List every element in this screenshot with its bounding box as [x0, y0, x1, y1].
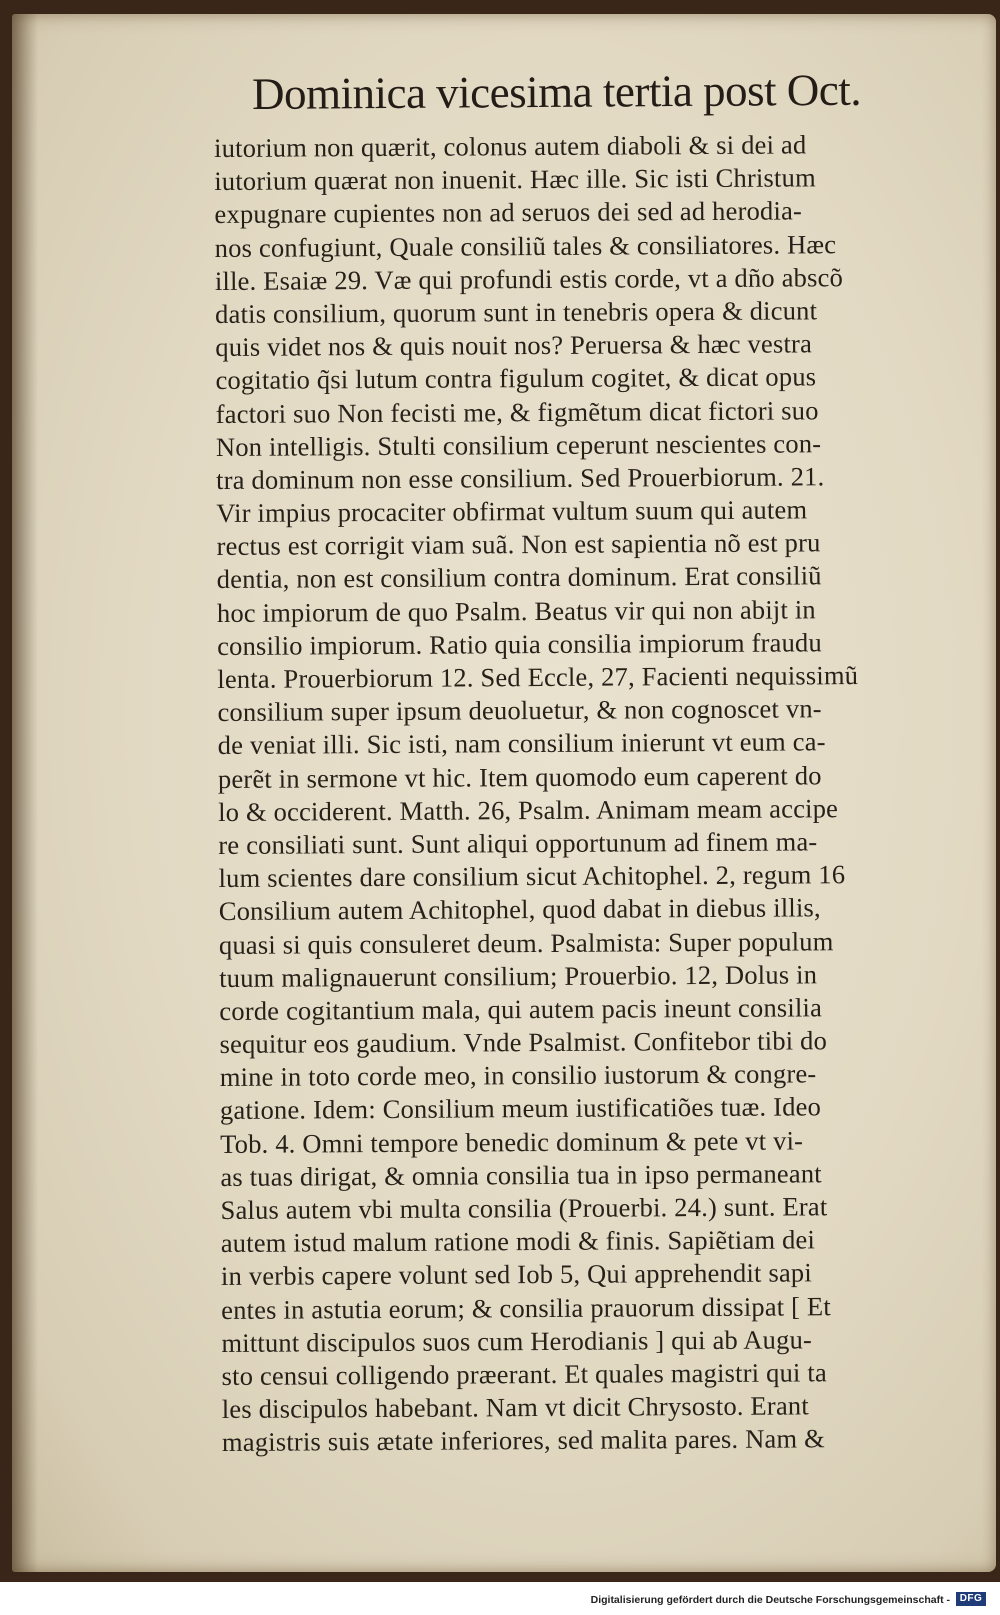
text-line: Salus autem vbi multa consilia (Prouerbi. 24.) sunt. Erat [220, 1191, 828, 1225]
text-line: ille. Esaiæ 29. Væ qui profundi estis corde, vt a dño abscõ [214, 261, 844, 296]
text-line: quis videt nos & quis nouit nos? Peruersa & hæc vestra [215, 328, 813, 363]
text-line: mittunt discipulos suos cum Herodianis ] qui ab Augu- [221, 1324, 813, 1358]
text-line: quasi si quis consuleret deum. Psalmista: Super populum [218, 925, 834, 960]
text-line: Tob. 4. Omni tempore benedic dominum & pete vt vi- [220, 1125, 804, 1159]
text-line: hoc impiorum de quo Psalm. Beatus vir qui non abijt in [216, 593, 816, 628]
text-line: nos confugiunt, Quale consiliũ tales & consiliatores. Hæc [214, 228, 837, 263]
text-line: entes in astutia eorum; & consilia prauorum dissipat [ Et [221, 1290, 832, 1325]
dfg-logo: DFG [956, 1592, 986, 1606]
text-line: lenta. Prouerbiorum 12. Sed Eccle, 27, Facienti nequissimũ [217, 660, 859, 694]
text-line: re consiliati sunt. Sunt aliqui opportunum ad finem ma- [218, 826, 818, 860]
funding-credit: Digitalisierung gefördert durch die Deutsche Forschungsgemeinschaft - [590, 1594, 950, 1606]
text-line: as tuas dirigat, & omnia consilia tua in ipso permaneant [220, 1158, 822, 1192]
text-line: les discipulos habebant. Nam vt dicit Chrysosto. Erant [221, 1390, 809, 1425]
text-line: iutorium non quærit, colonus autem diaboli & si dei ad [214, 129, 807, 163]
text-line: factori suo Non fecisti me, & figmẽtum dicat fictori suo [215, 394, 819, 429]
text-line: dentia, non est consilium contra dominum. Erat consiliũ [216, 560, 822, 595]
text-line: magistris suis ætate inferiores, sed malita pares. Nam & [221, 1423, 825, 1458]
body-text [214, 128, 922, 1460]
text-line: iutorium quærat non inuenit. Hæc ille. Sic isti Christum [214, 162, 816, 197]
text-line: autem istud malum ratione modi & finis. Sapiẽtiam dei [220, 1224, 816, 1259]
text-line: lo & occiderent. Matth. 26, Psalm. Animam meam accipe [218, 792, 839, 827]
text-line: lum scientes dare consilium sicut Achitophel. 2, regum 16 [218, 859, 846, 894]
text-line: rectus est corrigit viam suã. Non est sapientia nõ est pru [216, 527, 821, 562]
text-line: expugnare cupientes non ad seruos dei sed ad herodia- [214, 195, 803, 230]
page-gutter-shadow [12, 14, 38, 1572]
text-line: perẽt in sermone vt hic. Item quomodo eum caperent do [217, 759, 822, 794]
text-line: sequitur eos gaudium. Vnde Psalmist. Confitebor tibi do [219, 1025, 828, 1060]
text-line: Consilium autem Achitophel, quod dabat in diebus illis, [218, 892, 821, 927]
text-line: de veniat illi. Sic isti, nam consilium inierunt vt eum ca- [217, 726, 826, 761]
text-line: tuum malignauerunt consilium; Prouerbio. 12, Dolus in [219, 959, 818, 993]
text-line: cogitatio q̃si lutum contra figulum cogitet, & dicat opus [215, 361, 817, 396]
text-line: consilio impiorum. Ratio quia consilia impiorum fraudu [217, 627, 822, 661]
text-line: Vir impius procaciter obfirmat vultum suum qui autem [216, 494, 808, 529]
text-line: Non intelligis. Stulti consilium ceperunt nescientes con- [215, 427, 822, 462]
running-head: Dominica vicesima tertia post Oct. [251, 64, 862, 119]
text-line: datis consilium, quorum sunt in tenebris opera & dicunt [215, 295, 818, 329]
text-line: consilium super ipsum deuoluetur, & non cognoscet vn- [217, 693, 822, 728]
text-line: sto censui colligendo præerant. Et quales magistri qui ta [221, 1357, 827, 1391]
text-line: mine in toto corde meo, in consilio iustorum & congre- [219, 1058, 817, 1093]
text-line: in verbis capere volunt sed Iob 5, Qui apprehendit sapi [220, 1257, 812, 1292]
text-line: corde cogitantium mala, qui autem pacis ineunt consilia [219, 992, 823, 1026]
text-line: tra dominum non esse consilium. Sed Prouerbiorum. 21. [216, 461, 825, 495]
text-line: gatione. Idem: Consilium meum iustificatiões tuæ. Ideo [219, 1091, 822, 1126]
